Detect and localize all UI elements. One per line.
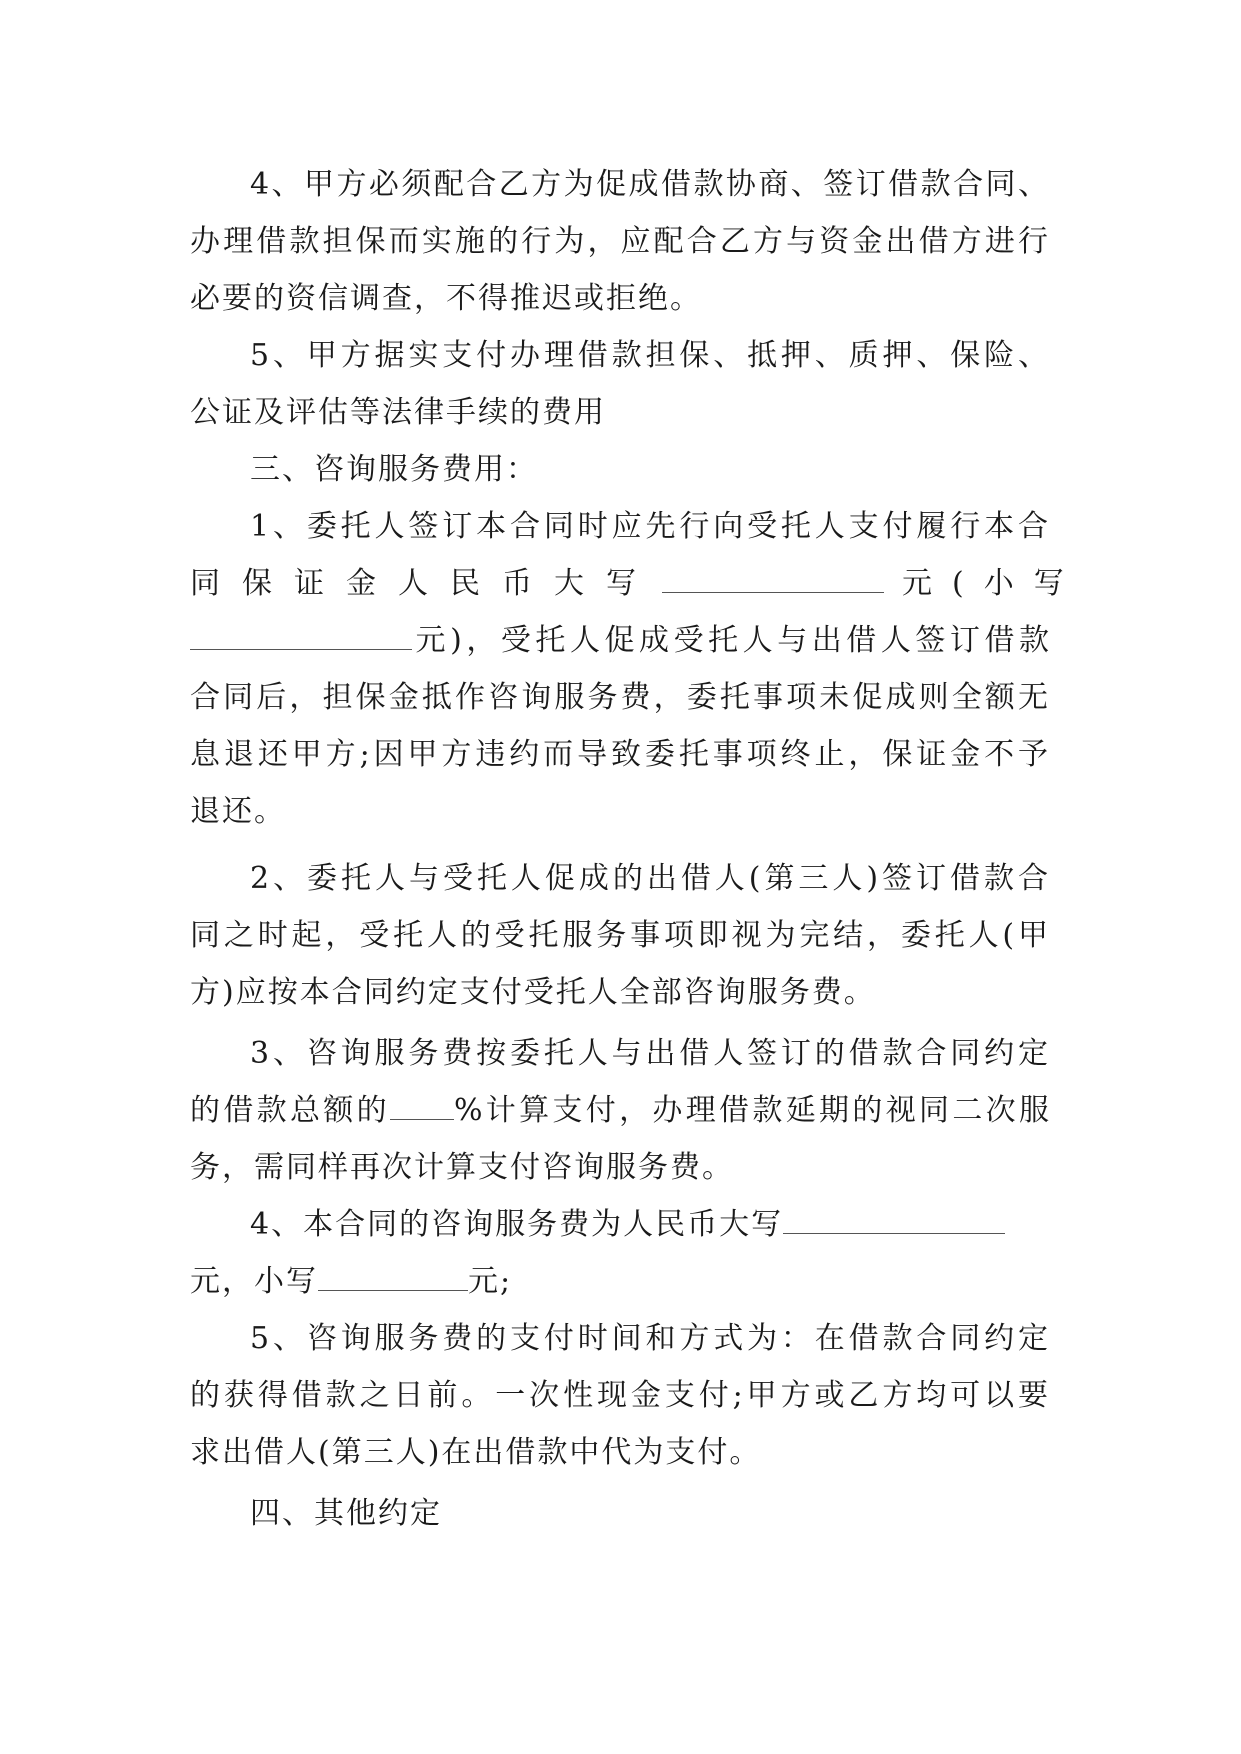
clause-3-5 bbox=[190, 1310, 1050, 1481]
text-segment: 4、本合同的咨询服务费为人民币大写 bbox=[250, 1207, 784, 1242]
text-segment: %计算支付，办理借款延期的视同二次服 bbox=[453, 1093, 1050, 1128]
fill-in-blank bbox=[190, 619, 412, 650]
text-line: 4、甲方必须配合乙方为促成借款协商、签订借款合同、 bbox=[250, 167, 1050, 202]
text-segment: 同保证金人民币大写 bbox=[190, 566, 658, 601]
text-line: 必要的资信调查，不得推迟或拒绝。 bbox=[190, 281, 702, 316]
document-body bbox=[190, 156, 1084, 1542]
text-line: 求出借人(第三人)在出借款中代为支付。 bbox=[190, 1435, 762, 1470]
text-segment: 元(小写 bbox=[902, 566, 1084, 601]
fill-in-blank bbox=[390, 1089, 454, 1120]
text-line: 3、咨询服务费按委托人与出借人签订的借款合同约定 bbox=[250, 1036, 1050, 1071]
text-line: 2、委托人与受托人促成的出借人(第三人)签订借款合 bbox=[250, 861, 1050, 896]
clause-3-4 bbox=[190, 1196, 1050, 1310]
clause-3-1 bbox=[190, 498, 1084, 840]
text-line: 退还。 bbox=[190, 794, 286, 829]
clause-2-5 bbox=[190, 327, 1050, 441]
text-line bbox=[190, 1196, 1050, 1253]
text-line bbox=[190, 1253, 1050, 1310]
text-line: 1、委托人签订本合同时应先行向受托人支付履行本合 bbox=[250, 509, 1050, 544]
section-heading-4: 四、其他约定 bbox=[250, 1496, 442, 1531]
text-line: 方)应按本合同约定支付受托人全部咨询服务费。 bbox=[190, 975, 876, 1010]
clause-3-3 bbox=[190, 1025, 1050, 1196]
text-line: 务，需同样再次计算支付咨询服务费。 bbox=[190, 1150, 734, 1185]
text-segment: 元，小写 bbox=[190, 1264, 318, 1299]
text-segment: 元; bbox=[468, 1264, 513, 1299]
text-line: 5、咨询服务费的支付时间和方式为：在借款合同约定 bbox=[250, 1321, 1050, 1356]
text-line bbox=[190, 555, 1084, 612]
text-line: 的获得借款之日前。一次性现金支付;甲方或乙方均可以要 bbox=[190, 1378, 1050, 1413]
text-segment: 的借款总额的 bbox=[190, 1093, 390, 1128]
fill-in-blank bbox=[783, 1203, 1005, 1234]
fill-in-blank bbox=[662, 562, 884, 593]
text-line bbox=[190, 612, 1050, 669]
clause-3-2 bbox=[190, 850, 1050, 1021]
fill-in-blank bbox=[318, 1260, 468, 1291]
text-line: 合同后，担保金抵作咨询服务费，委托事项未促成则全额无 bbox=[190, 680, 1050, 715]
clause-2-4 bbox=[190, 156, 1050, 327]
text-line bbox=[190, 1082, 1050, 1139]
text-segment: 元)，受托人促成受托人与出借人签订借款 bbox=[412, 623, 1050, 658]
section-heading-3: 三、咨询服务费用： bbox=[250, 452, 538, 487]
text-line: 办理借款担保而实施的行为，应配合乙方与资金出借方进行 bbox=[190, 224, 1050, 259]
text-line: 公证及评估等法律手续的费用 bbox=[190, 395, 606, 430]
text-line: 息退还甲方;因甲方违约而导致委托事项终止，保证金不予 bbox=[190, 737, 1050, 772]
text-line: 5、甲方据实支付办理借款担保、抵押、质押、保险、 bbox=[250, 338, 1050, 373]
text-line: 同之时起，受托人的受托服务事项即视为完结，委托人(甲 bbox=[190, 918, 1050, 953]
